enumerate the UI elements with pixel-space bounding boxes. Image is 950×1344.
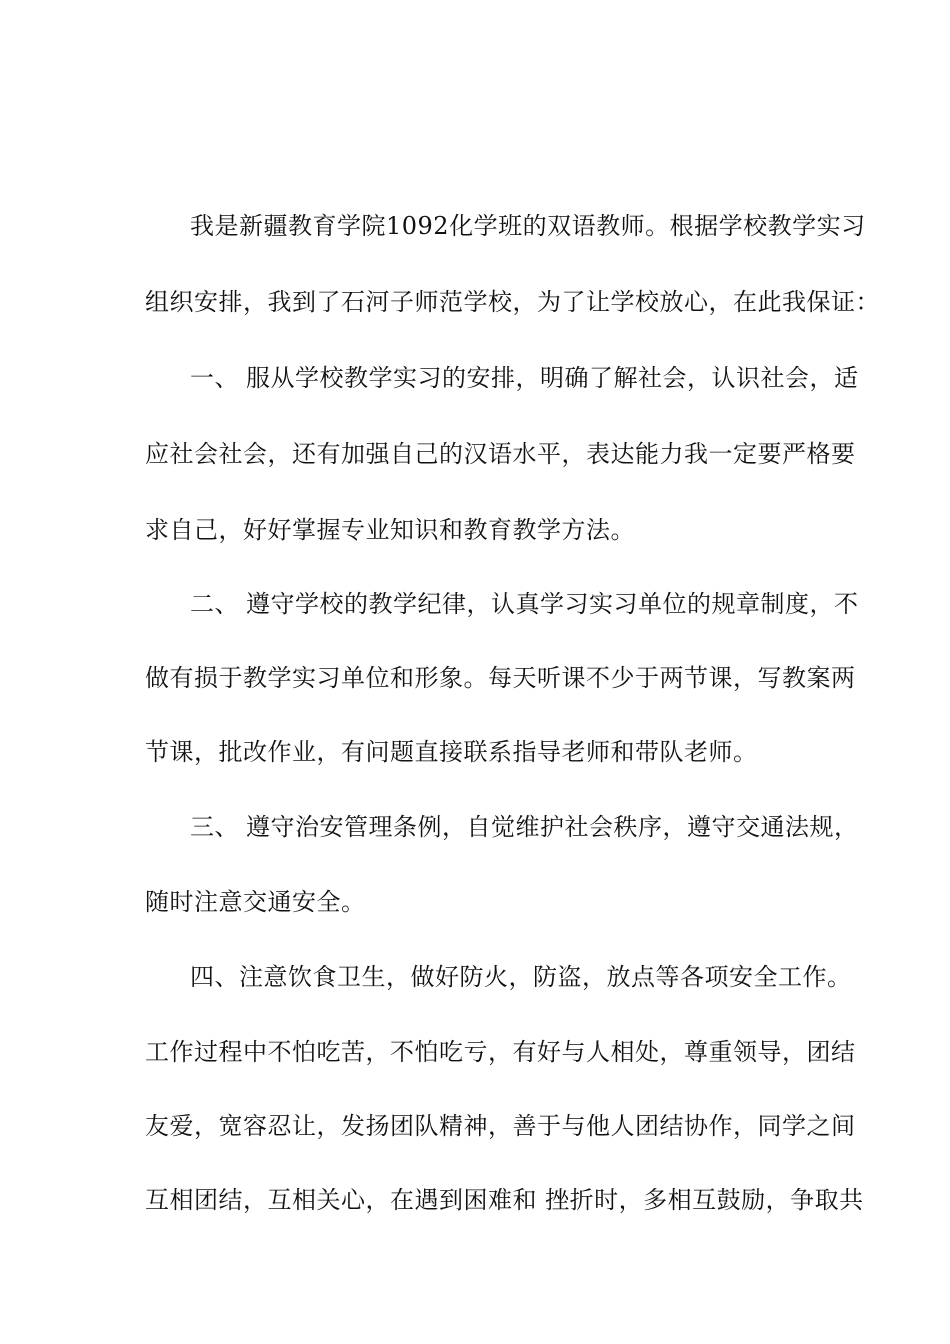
item-two-line-3: 节课，批改作业，有问题直接联系指导老师和带队老师。 [145,738,758,766]
item-three-line-2: 随时注意交通安全。 [145,888,366,916]
paragraph-intro-line-2: 组织安排，我到了石河子师范学校，为了让学校放心，在此我保证： [145,288,880,316]
item-one-line-3: 求自己，好好掌握专业知识和教育教学方法。 [145,516,635,544]
item-two-text: 遵守学校的教学纪律，认真学习实习单位的规章制度，不 [246,590,859,618]
item-four-line-1: 四、注意饮食卫生，做好防火，防盗，放点等各项安全工作。 [190,963,852,991]
item-one-line-1 [190,362,859,394]
paragraph-intro-line-1: 我是新疆教育学院1092化学班的双语教师。根据学校教学实习 [190,212,866,240]
item-three-text: 遵守治安管理条例，自觉维护社会秩序，遵守交通法规， [246,813,859,841]
item-two-number: 二、 [190,590,239,618]
item-one-text: 服从学校教学实习的安排，明确了解社会，认识社会，适 [246,364,859,392]
item-four-line-2: 工作过程中不怕吃苦，不怕吃亏，有好与人相处，尊重领导，团结 [145,1038,856,1066]
item-four-line-3: 友爱，宽容忍让，发扬团队精神，善于与他人团结协作，同学之间 [145,1112,856,1140]
item-two-line-2: 做有损于教学实习单位和形象。每天听课不少于两节课，写教案两 [145,664,856,692]
item-two-line-1 [190,588,859,620]
item-one-number: 一、 [190,364,239,392]
item-three-number: 三、 [190,813,239,841]
item-four-line-4: 互相团结，互相关心，在遇到困难和 挫折时，多相互鼓励，争取共 [145,1186,864,1214]
item-three-line-1 [190,811,859,843]
item-one-line-2: 应社会社会，还有加强自己的汉语水平，表达能力我一定要严格要 [145,440,856,468]
